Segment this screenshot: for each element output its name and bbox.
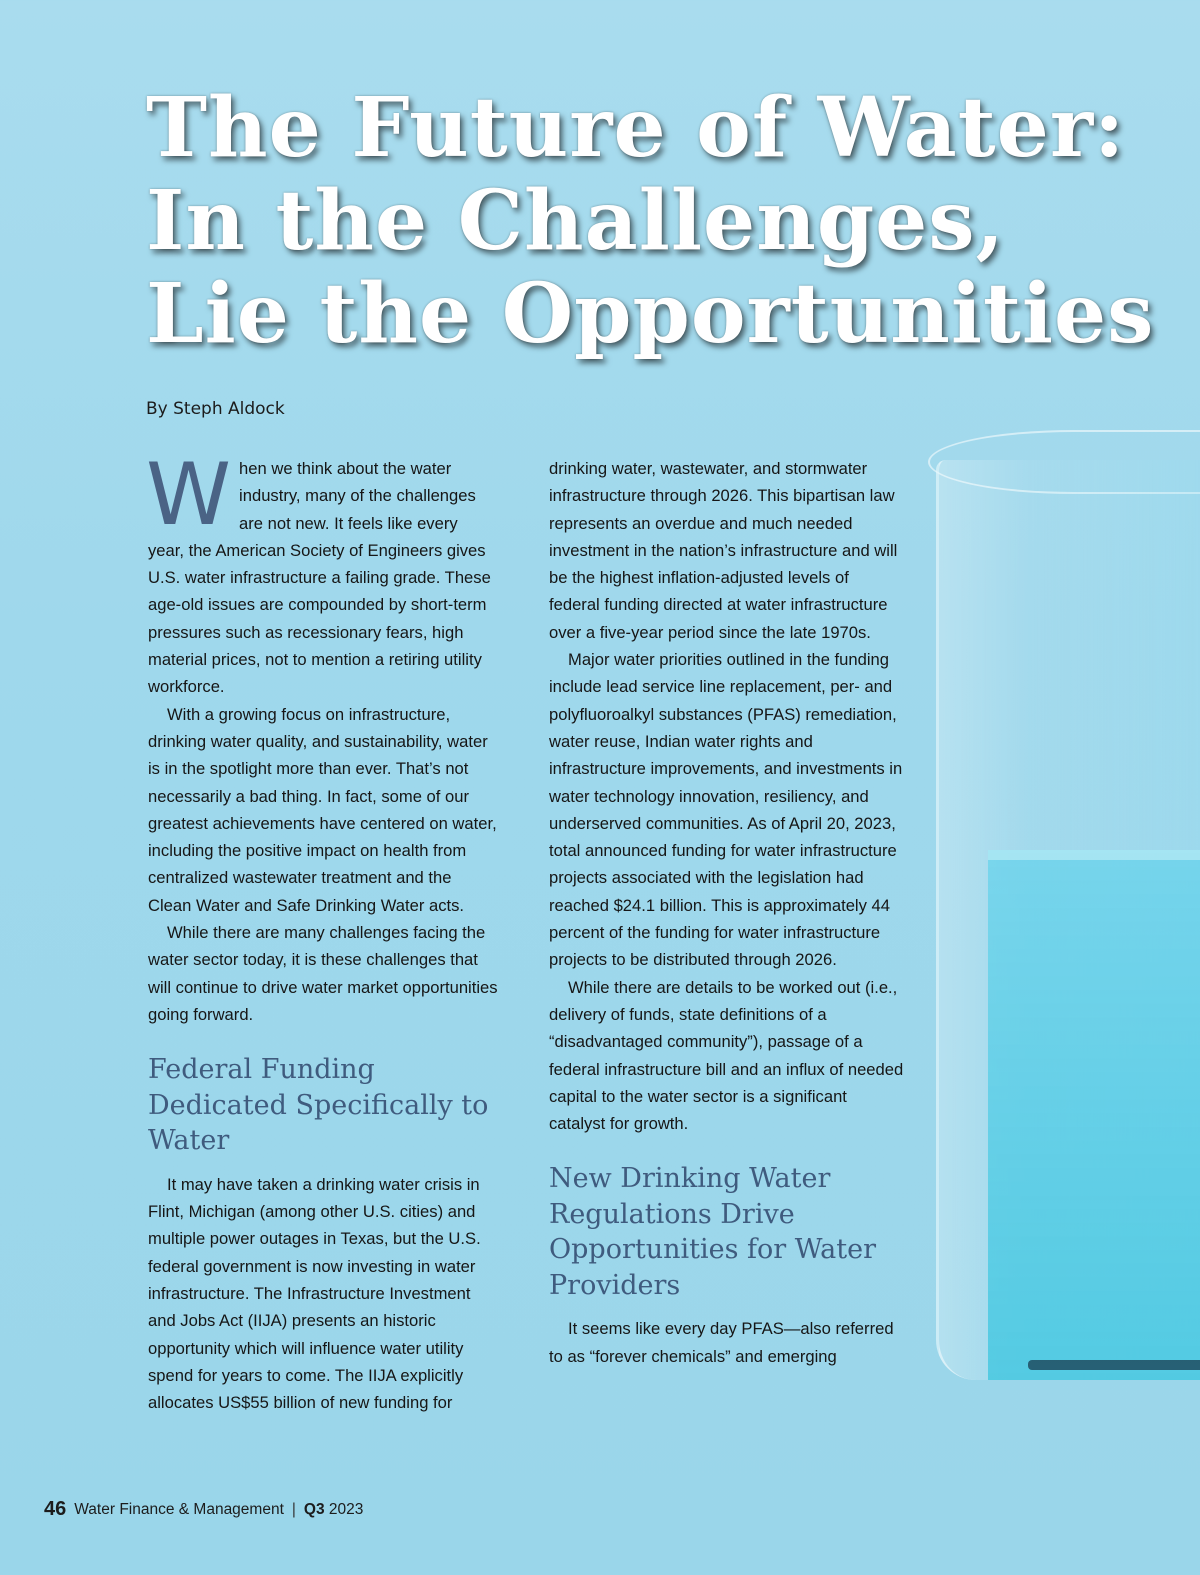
paragraph: drinking water, wastewater, and stormwater infrastructure through 2026. This bipartisan law represents an overdue and much needed investment in the nation’s infrastructure and will be the highest inflation-adjusted levels of federal funding directed at water infrastructure over a five-year period since the late 1970s. <box>549 459 898 642</box>
paragraph: It seems like every day PFAS—also referred to as “forever chemicals” and emerging <box>549 1319 894 1366</box>
article-title <box>146 80 1155 362</box>
paragraph: With a growing focus on infrastructure, drinking water quality, and sustainability, water is in the spotlight more than ever. That’s not necessarily a bad thing. In fact, some of our greatest achievements have centered on water, including the positive impact on health from centralized wastewater treatment and the Clean Water and Safe Drinking Water acts. <box>148 704 497 915</box>
paragraph: It may have taken a drinking water crisis in Flint, Michigan (among other U.S. cities) and multiple power outages in Texas, but the U.S. federal government is now investing in water infrastructure. The Infrastructure Investment and Jobs Act (IIJA) presents an historic opportunity which will influence water utility spend for years to come. The IIJA explicitly allocates US$55 billion of new funding for <box>148 1174 481 1413</box>
column-left <box>146 445 498 1416</box>
section-heading: New Drinking Water Regulations Drive Opportunities for Water Providers <box>549 1163 877 1301</box>
byline: By Steph Aldock <box>146 399 285 419</box>
page-number: 46 <box>44 1498 67 1520</box>
issue-quarter: Q3 <box>303 1500 325 1518</box>
paragraph: While there are details to be worked out (i.e., delivery of funds, state definitions of a “disadvantaged community”), passage of a federal infrastructure bill and an influx of needed capital to the water sector is a significant catalyst for growth. <box>549 977 904 1134</box>
title-line-3: Lie the Opportunities <box>146 266 1155 362</box>
water-glass-image <box>928 430 1200 1530</box>
publication-name: Water Finance & Management <box>74 1500 284 1518</box>
issue-date <box>304 1501 363 1519</box>
paragraph: While there are many challenges facing the water sector today, it is these challenges that will continue to drive water market opportunities going forward. <box>148 923 498 1024</box>
column-right <box>549 455 904 1370</box>
section-heading: Federal Funding Dedicated Specifically to Water <box>148 1054 489 1157</box>
footer-separator: | <box>291 1500 296 1518</box>
title-line-2: In the Challenges, <box>146 173 1006 269</box>
paragraph: Major water priorities outlined in the funding include lead service line replacement, per- and polyfluoroalkyl substances (PFAS) remediation, water reuse, Indian water rights and infrastructure improvements, and investments in water technology innovation, resiliency, and underserved communities. As of April 20, 2023, total announced funding for water infrastructure projects associated with the legislation had reached $24.1 billion. This is approximately 44 percent of the funding for water infrastructure projects to be distributed through 2026. <box>549 650 903 970</box>
title-line-1: The Future of Water: <box>146 80 1126 176</box>
issue-year: 2023 <box>328 1500 364 1518</box>
paragraph: When we think about the water industry, many of the challenges are not new. It feels like every year, the American Society of Engineers gives U.S. water infrastructure a failing grade. These age-old issues are compounded by short-term pressures such as recessionary fears, high material prices, not to mention a retiring utility workforce. <box>146 445 491 697</box>
drop-cap: W <box>146 445 232 545</box>
page-footer <box>44 1498 363 1521</box>
